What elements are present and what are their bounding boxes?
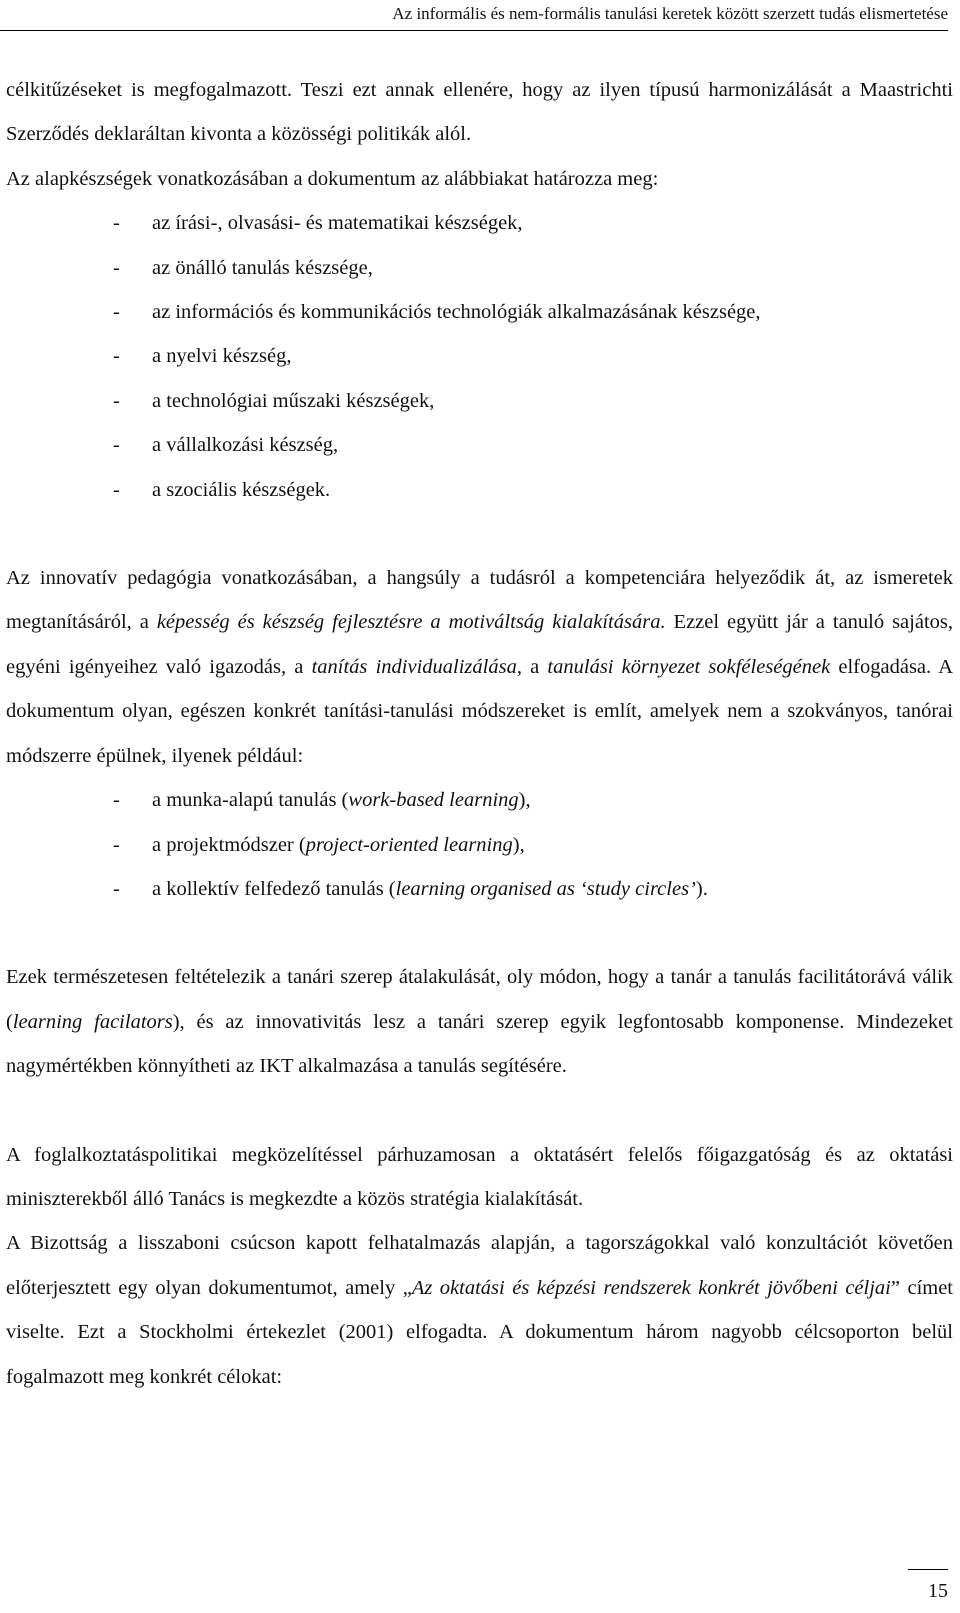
text-line: harmonizálását a Maastrichti Szerződés deklaráltan kivonta a közösségi politikák alól. (6, 79, 953, 146)
skills-list (6, 201, 953, 512)
italic-text: tanítás individualizálása (311, 655, 517, 678)
list-item: - az információs és kommunikációs technológiák alkalmazásának készsége, (6, 290, 953, 334)
italic-text: képesség és készség fejlesztésre a motiváltság kialakítására. (156, 611, 666, 634)
text: , a (516, 655, 548, 678)
italic-text: Az oktatási és képzési rendszerek konkrét jövőbeni céljai (411, 1276, 891, 1299)
list-item: - a kollektív felfedező tanulás (learning organised as ‘study circles’). (6, 867, 953, 911)
italic-text: learning facilators (12, 1010, 173, 1033)
methods-list (6, 778, 953, 911)
list-item: - a szociális készségek. (6, 468, 953, 512)
text: Ezzel együtt jár a tanuló sajátos, egyéni igényeihez való igazodás, a (6, 611, 953, 678)
list-item: - a nyelvi készség, (6, 334, 953, 378)
list-item: - az írási-, olvasási- és matematikai készségek, (6, 201, 953, 245)
list-item: - a projektmódszer (project-oriented learning), (6, 823, 953, 867)
paragraph-employment-policy: A foglalkoztatáspolitikai megközelítéssel párhuzamosan a oktatásért felelős főigazgatóság és az oktatási miniszterekből álló Tanács is megkezdte a közös stratégia kialakítását. (6, 1143, 953, 1210)
page-body (6, 68, 953, 1399)
list-item: - a technológiai műszaki készségek, (6, 379, 953, 423)
text: Az innovatív pedagógia vonatkozásában, a hangsúly a tudásról a kompetenciára helyeződik át, az ismeretek megtanításáról, a (6, 567, 953, 634)
text-line: célkitűzéseket is megfogalmazott. Teszi ezt annak ellenére, hogy az ilyen típusú (6, 79, 700, 101)
paragraph-intro (6, 68, 953, 201)
paragraph-innovative-pedagogy (6, 556, 953, 778)
list-item: - a munka-alapú tanulás (work-based learning), (6, 778, 953, 822)
list-item: - a vállalkozási készség, (6, 423, 953, 467)
list-item: - az önálló tanulás készsége, (6, 246, 953, 290)
running-header: Az informális és nem-formális tanulási keretek között szerzett tudás elismertetése (0, 4, 948, 31)
page-number: 15 (908, 1569, 948, 1603)
paragraph-teacher-role: Ezek természetesen feltételezik a tanári szerep átalakulását, oly módon, hogy a tanár a tanulás facilitátorává válik (learning facilators), és az innovativitás lesz a tanári szerep egyik legfontosabb komponense. Mindezeket nagymértékben könnyítheti az IKT alkalmazása a tanulás segítésére. (6, 966, 953, 1078)
italic-text: tanulási környezet sokféleségének (547, 655, 831, 678)
text: elfogadása. A dokumentum olyan, egészen konkrét tanítási-tanulási módszereket is említ, amelyek nem a szokványos, tanórai módszerre épülnek, ilyenek például: (6, 655, 953, 767)
paragraph-lisbon: A Bizottság a lisszaboni csúcson kapott felhatalmazás alapján, a tagországokkal való konzultációt követően előterjesztett egy olyan dokumentumot, amely „Az oktatási és képzési rendszerek konkrét jövőbeni céljai” címet viselte. Ezt a Stockholmi értekezlet (2001) elfogadta. A dokumentum három nagyobb célcsoporton belül fogalmazott meg konkrét célokat: (6, 1232, 954, 1388)
text-line: Az alapkészségek vonatkozásában a dokumentum az alábbiakat határozza meg: (6, 167, 659, 190)
